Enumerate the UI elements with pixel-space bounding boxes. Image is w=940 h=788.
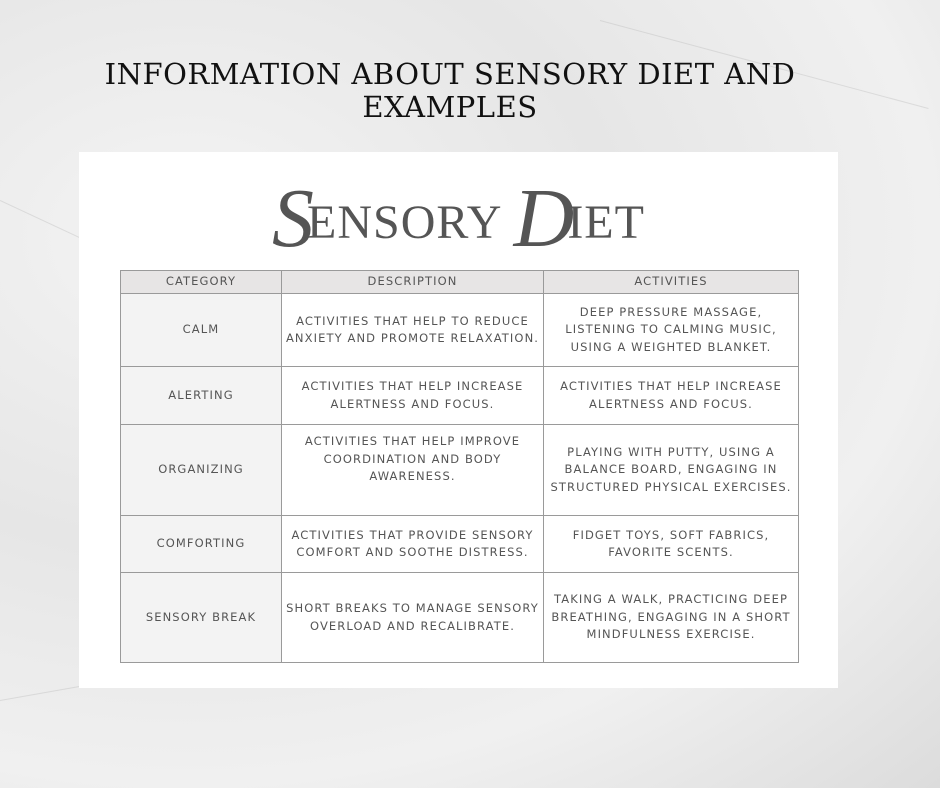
header-activities: ACTIVITIES <box>544 271 799 294</box>
page-title: INFORMATION ABOUT SENSORY DIET AND EXAMPLES <box>104 57 796 124</box>
logo-initial-d: D <box>513 172 576 265</box>
description-cell: ACTIVITIES THAT HELP IMPROVE COORDINATION AND BODY AWARENESS. <box>282 425 544 516</box>
table-header-row <box>121 271 799 294</box>
logo-word-sensory: ENSORY <box>307 196 501 249</box>
table-row <box>121 425 799 516</box>
sensory-diet-card <box>79 152 838 688</box>
activities-cell: PLAYING WITH PUTTY, USING A BALANCE BOARD, ENGAGING IN STRUCTURED PHYSICAL EXERCISES. <box>544 425 799 516</box>
description-cell: ACTIVITIES THAT PROVIDE SENSORY COMFORT AND SOOTHE DISTRESS. <box>282 516 544 573</box>
table-row <box>121 367 799 425</box>
category-cell: CALM <box>121 294 282 367</box>
sensory-diet-table <box>120 270 799 663</box>
activities-cell: FIDGET TOYS, SOFT FABRICS, FAVORITE SCENTS. <box>544 516 799 573</box>
table-row <box>121 294 799 367</box>
activities-cell: TAKING A WALK, PRACTICING DEEP BREATHING, ENGAGING IN A SHORT MINDFULNESS EXERCISE. <box>544 573 799 663</box>
category-cell: ORGANIZING <box>121 425 282 516</box>
description-cell: SHORT BREAKS TO MANAGE SENSORY OVERLOAD AND RECALIBRATE. <box>282 573 544 663</box>
description-cell: ACTIVITIES THAT HELP TO REDUCE ANXIETY AND PROMOTE RELAXATION. <box>282 294 544 367</box>
table-row <box>121 573 799 663</box>
category-cell: SENSORY BREAK <box>121 573 282 663</box>
description-cell: ACTIVITIES THAT HELP INCREASE ALERTNESS AND FOCUS. <box>282 367 544 425</box>
table-row <box>121 516 799 573</box>
header-description: DESCRIPTION <box>282 271 544 294</box>
logo-initial-s: S <box>272 172 316 265</box>
sensory-diet-logo <box>79 170 838 267</box>
header-category: CATEGORY <box>121 271 282 294</box>
category-cell: COMFORTING <box>121 516 282 573</box>
category-cell: ALERTING <box>121 367 282 425</box>
activities-cell: ACTIVITIES THAT HELP INCREASE ALERTNESS AND FOCUS. <box>544 367 799 425</box>
activities-cell: DEEP PRESSURE MASSAGE, LISTENING TO CALMING MUSIC, USING A WEIGHTED BLANKET. <box>544 294 799 367</box>
logo-word-diet: IET <box>567 196 645 249</box>
